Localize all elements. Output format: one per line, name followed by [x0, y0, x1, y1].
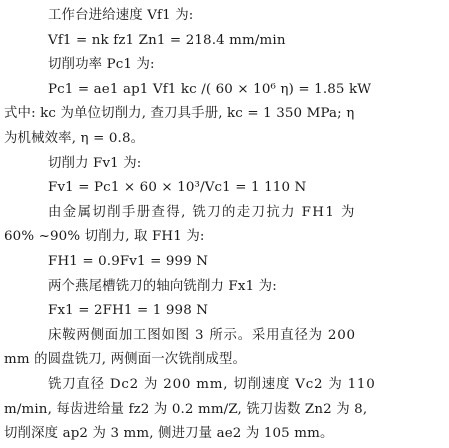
- formula-cutting-force: Fv1 = Pc1 × 60 × 10³/Vc1 = 1 110 N: [48, 180, 307, 196]
- text-line-9: 由金属切削手册查得, 铣刀的走刀抗力 FH1 为: [48, 204, 356, 220]
- text-line-12: 两个燕尾槽铣刀的轴向铣削力 Fx1 为:: [48, 278, 277, 294]
- text-line-3: 切削功率 Pc1 为:: [48, 57, 155, 73]
- text-line-16: 铣刀直径 Dc2 为 200 mm, 切削速度 Vc2 为 110: [48, 376, 376, 392]
- text-line-17: m/min, 每齿进给量 fz2 为 0.2 mm/Z, 铣刀齿数 Zn2 为 8,: [4, 401, 368, 417]
- text-line-18: 切削深度 ap2 为 3 mm, 侧进刀量 ae2 为 105 mm。: [4, 426, 334, 442]
- text-line-1: 工作台进给速度 Vf1 为:: [48, 8, 194, 23]
- text-line-7: 切削力 Fv1 为:: [48, 155, 142, 171]
- formula-feed-speed: Vf1 = nk fz1 Zn1 = 218.4 mm/min: [48, 32, 286, 48]
- formula-cutting-power: Pc1 = ae1 ap1 Vf1 kc /( 60 × 10⁶ η) = 1.85 kW: [48, 81, 372, 97]
- formula-feed-resistance: FH1 = 0.9Fv1 = 999 N: [48, 253, 209, 269]
- text-line-14: 床鞍两侧面加工图如图 3 所示。采用直径为 200: [48, 327, 356, 343]
- text-line-15: mm 的圆盘铣刀, 两侧面一次铣削成型。: [4, 352, 247, 368]
- formula-axial-force: Fx1 = 2FH1 = 1 998 N: [48, 303, 209, 319]
- text-line-6: 为机械效率, η = 0.8。: [4, 130, 145, 146]
- text-line-5: 式中: kc 为单位切削力, 查刀具手册, kc = 1 350 MPa; η: [4, 106, 355, 122]
- text-line-10: 60% ~90% 切削力, 取 FH1 为:: [4, 229, 205, 245]
